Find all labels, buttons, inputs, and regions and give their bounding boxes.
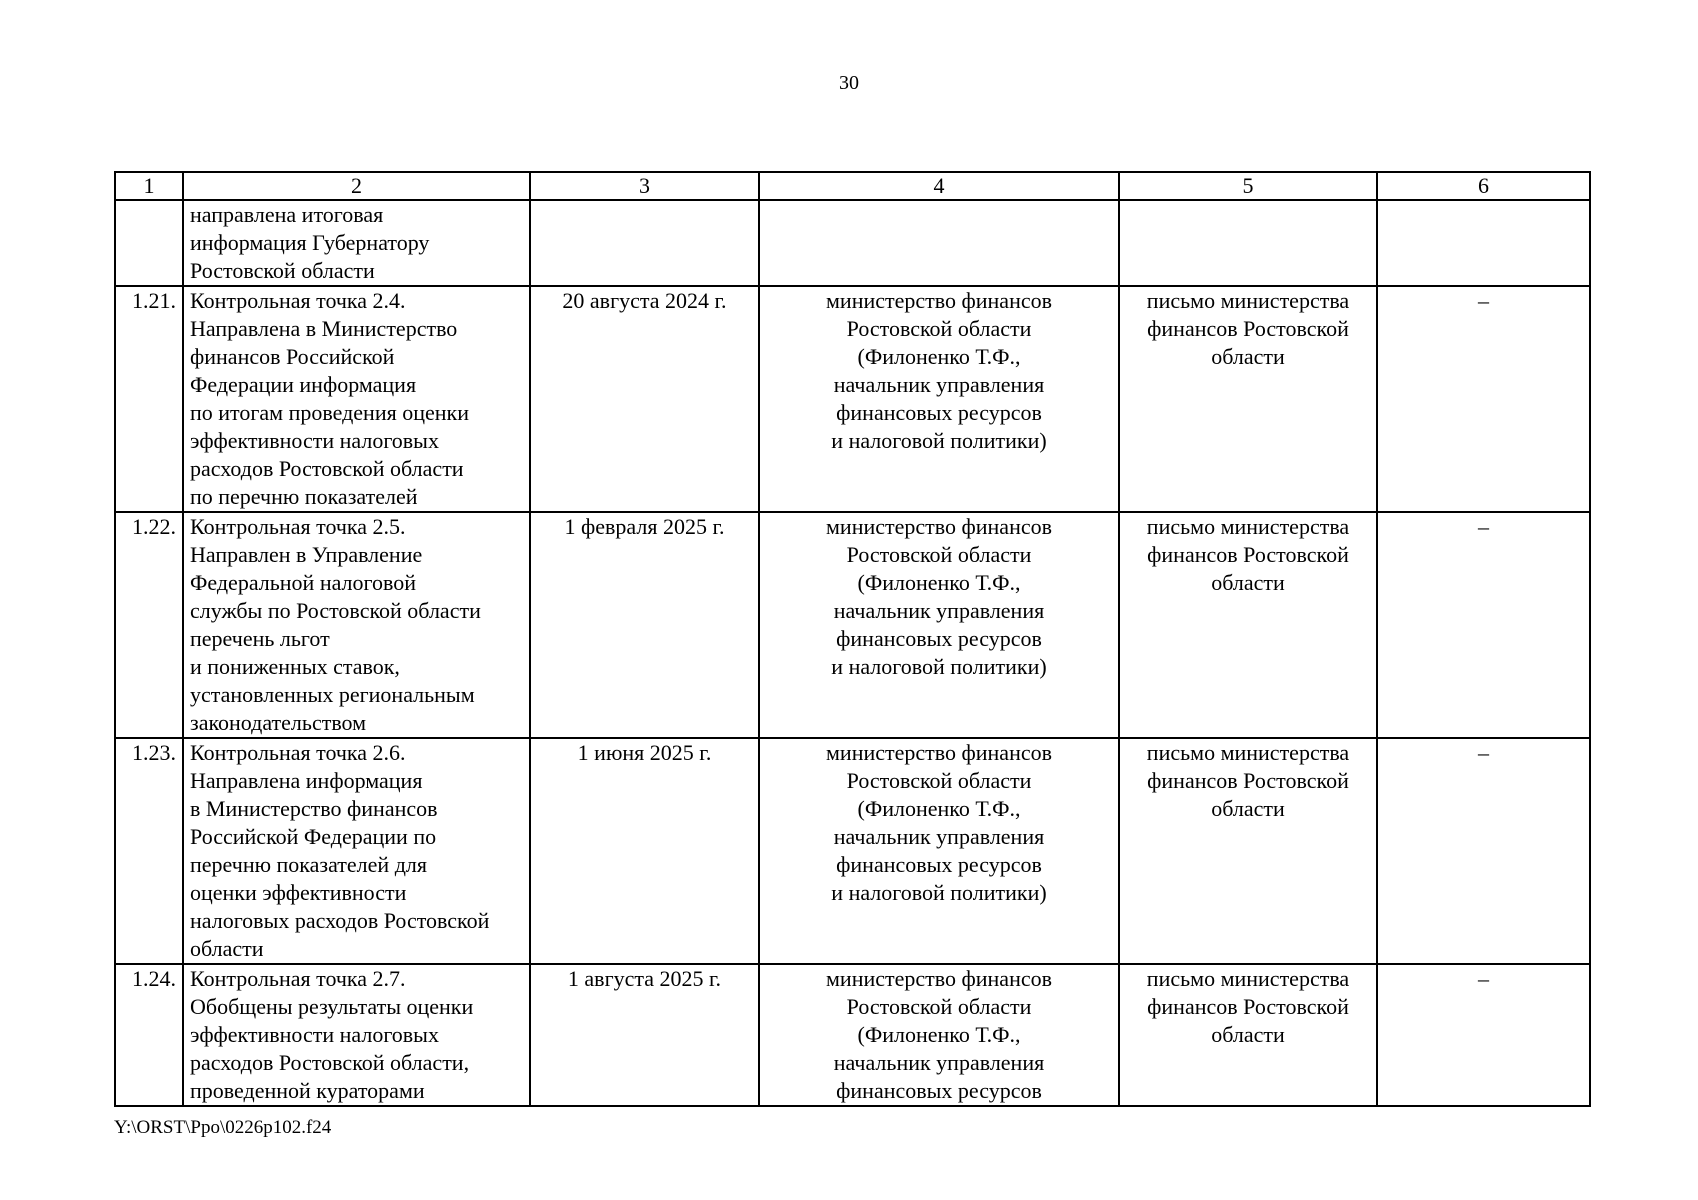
note-cell: –	[1377, 286, 1590, 512]
cell-text-line: письмо министерства	[1146, 740, 1350, 765]
cell-text-line: и пониженных ставок,	[190, 654, 400, 679]
cell-text-line: Контрольная точка 2.4.	[190, 288, 406, 313]
cell-text-line: министерство финансов	[826, 288, 1052, 313]
cell-text-line: оценки эффективности	[190, 880, 407, 905]
cell-text-line: Контрольная точка 2.6.	[190, 740, 406, 765]
document-cell	[1119, 200, 1377, 286]
row-number-cell: 1.22.	[115, 512, 183, 738]
cell-text-line: Направлен в Управление	[190, 542, 423, 567]
cell-text-line: Ростовской области	[846, 316, 1032, 341]
cell-text-line: информация Губернатору	[190, 230, 430, 255]
cell-text-line: расходов Ростовской области	[190, 456, 464, 481]
cell-text-line: письмо министерства	[1146, 514, 1350, 539]
cell-text-line: и налоговой политики)	[831, 428, 1047, 453]
cell-text-line: области	[1211, 570, 1285, 595]
table-row	[115, 200, 1590, 286]
document-cell	[1119, 286, 1377, 512]
document-cell	[1119, 512, 1377, 738]
cell-text-line: Направлена информация	[190, 768, 423, 793]
cell-text-line: перечень льгот	[190, 626, 330, 651]
cell-text-line: области	[190, 936, 264, 961]
cell-text-line: финансов Ростовской	[1147, 542, 1349, 567]
note-cell: –	[1377, 964, 1590, 1106]
cell-text-line: направлена итоговая	[190, 202, 384, 227]
description-cell	[183, 286, 530, 512]
responsible-cell	[759, 964, 1119, 1106]
cell-text-line: по итогам проведения оценки	[190, 400, 469, 425]
cell-text-line: службы по Ростовской области	[190, 598, 481, 623]
cell-text-line: финансовых ресурсов	[836, 626, 1042, 651]
deadline-cell: 20 августа 2024 г.	[530, 286, 759, 512]
cell-text-line: установленных региональным	[190, 682, 475, 707]
column-header-3: 3	[530, 172, 759, 200]
cell-text-line: области	[1211, 796, 1285, 821]
document-cell	[1119, 738, 1377, 964]
table-row	[115, 512, 1590, 738]
cell-text-line: Контрольная точка 2.7.	[190, 966, 406, 991]
deadline-cell: 1 августа 2025 г.	[530, 964, 759, 1106]
responsible-cell	[759, 512, 1119, 738]
description-cell	[183, 200, 530, 286]
page-number: 30	[839, 72, 859, 94]
cell-text-line: Федеральной налоговой	[190, 570, 417, 595]
cell-text-line: Ростовской области	[846, 542, 1032, 567]
table-body	[115, 172, 1590, 1106]
cell-text-line: министерство финансов	[826, 966, 1052, 991]
note-cell	[1377, 200, 1590, 286]
cell-text-line: Ростовской области	[190, 258, 375, 283]
cell-text-line: законодательством	[190, 710, 367, 735]
cell-text-line: перечню показателей для	[190, 852, 427, 877]
cell-text-line: министерство финансов	[826, 514, 1052, 539]
cell-text-line: начальник управления	[833, 1050, 1045, 1075]
cell-text-line: финансов Ростовской	[1147, 768, 1349, 793]
cell-text-line: письмо министерства	[1146, 966, 1350, 991]
cell-text-line: области	[1211, 344, 1285, 369]
cell-text-line: Контрольная точка 2.5.	[190, 514, 406, 539]
cell-text-line: (Филоненко Т.Ф.,	[857, 1022, 1021, 1047]
plan-table	[114, 171, 1591, 1107]
cell-text-line: эффективности налоговых	[190, 1022, 439, 1047]
table-header-row	[115, 172, 1590, 200]
table-row	[115, 964, 1590, 1106]
cell-text-line: налоговых расходов Ростовской	[190, 908, 490, 933]
note-cell: –	[1377, 512, 1590, 738]
cell-text-line: (Филоненко Т.Ф.,	[857, 570, 1021, 595]
cell-text-line: начальник управления	[833, 598, 1045, 623]
cell-text-line: финансов Ростовской	[1147, 994, 1349, 1019]
cell-text-line: Ростовской области	[846, 994, 1032, 1019]
responsible-cell	[759, 200, 1119, 286]
cell-text-line: Направлена в Министерство	[190, 316, 458, 341]
cell-text-line: финансовых ресурсов	[836, 1078, 1042, 1103]
deadline-cell: 1 февраля 2025 г.	[530, 512, 759, 738]
responsible-cell	[759, 738, 1119, 964]
column-header-5: 5	[1119, 172, 1377, 200]
cell-text-line: и налоговой политики)	[831, 880, 1047, 905]
cell-text-line: начальник управления	[833, 372, 1045, 397]
description-cell	[183, 964, 530, 1106]
row-number-cell: 1.24.	[115, 964, 183, 1106]
row-number-cell	[115, 200, 183, 286]
file-path-footer: Y:\ORST\Ppo\0226p102.f24	[114, 1117, 332, 1138]
table-row	[115, 738, 1590, 964]
cell-text-line: эффективности налоговых	[190, 428, 439, 453]
deadline-cell: 1 июня 2025 г.	[530, 738, 759, 964]
cell-text-line: начальник управления	[833, 824, 1045, 849]
cell-text-line: по перечню показателей	[190, 484, 418, 509]
cell-text-line: (Филоненко Т.Ф.,	[857, 796, 1021, 821]
cell-text-line: области	[1211, 1022, 1285, 1047]
table-row	[115, 286, 1590, 512]
column-header-1: 1	[115, 172, 183, 200]
description-cell	[183, 512, 530, 738]
cell-text-line: Обобщены результаты оценки	[190, 994, 474, 1019]
cell-text-line: и налоговой политики)	[831, 654, 1047, 679]
cell-text-line: финансовых ресурсов	[836, 400, 1042, 425]
column-header-6: 6	[1377, 172, 1590, 200]
row-number-cell: 1.21.	[115, 286, 183, 512]
column-header-4: 4	[759, 172, 1119, 200]
cell-text-line: в Министерство финансов	[190, 796, 438, 821]
cell-text-line: финансовых ресурсов	[836, 852, 1042, 877]
cell-text-line: Ростовской области	[846, 768, 1032, 793]
document-cell	[1119, 964, 1377, 1106]
cell-text-line: министерство финансов	[826, 740, 1052, 765]
responsible-cell	[759, 286, 1119, 512]
row-number-cell: 1.23.	[115, 738, 183, 964]
deadline-cell	[530, 200, 759, 286]
description-cell	[183, 738, 530, 964]
cell-text-line: Федерации информация	[190, 372, 417, 397]
cell-text-line: проведенной кураторами	[190, 1078, 425, 1103]
note-cell: –	[1377, 738, 1590, 964]
cell-text-line: Российской Федерации по	[190, 824, 437, 849]
cell-text-line: (Филоненко Т.Ф.,	[857, 344, 1021, 369]
cell-text-line: расходов Ростовской области,	[190, 1050, 470, 1075]
cell-text-line: финансов Ростовской	[1147, 316, 1349, 341]
cell-text-line: финансов Российской	[190, 344, 395, 369]
column-header-2: 2	[183, 172, 530, 200]
cell-text-line: письмо министерства	[1146, 288, 1350, 313]
